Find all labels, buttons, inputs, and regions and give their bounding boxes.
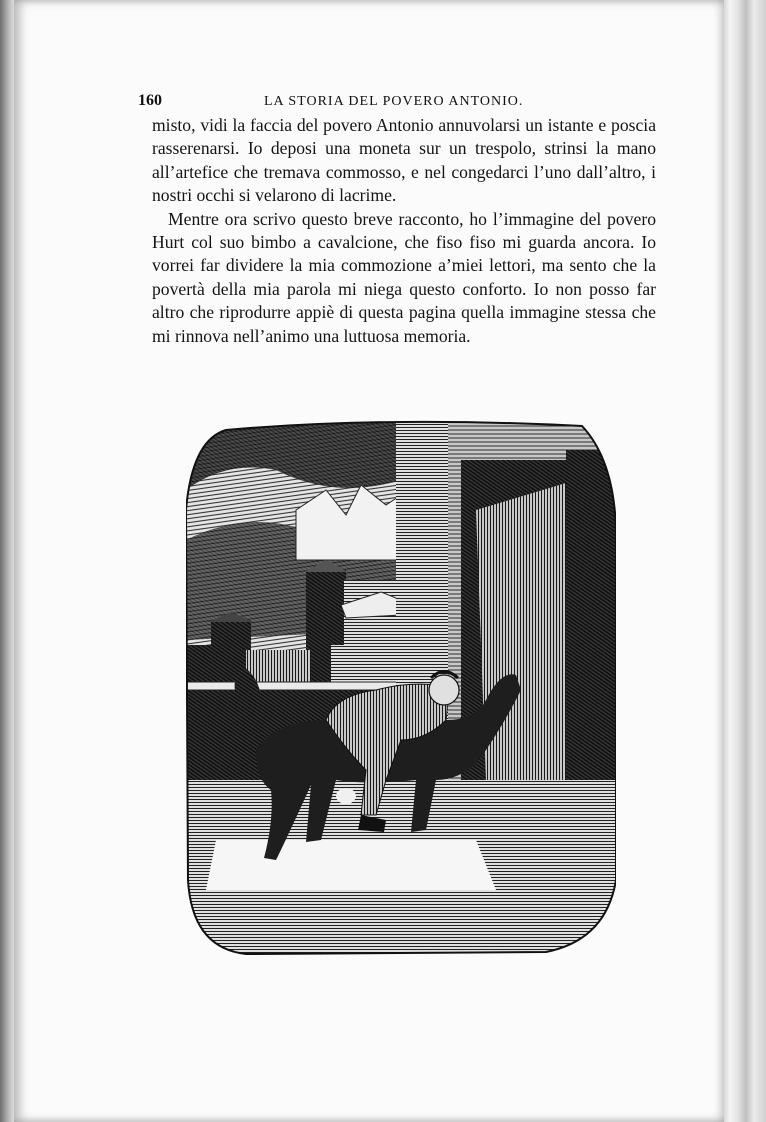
paragraph-continued: misto, vidi la faccia del povero Antonio annuvolarsi un istante e poscia rasserenarsi. Io deposi una moneta sur un trespolo, strinsi la mano all’artefice che tremava commosso, e nel congedarci l’uno dall’altro, i nostri occhi si velarono di lacrime. [152, 115, 656, 206]
page-number: 160 [138, 92, 162, 109]
engraving-boy-on-dog-at-doorway-icon [186, 420, 616, 955]
page-gutter-shadow [0, 0, 14, 1122]
page-edge-stack [724, 0, 766, 1122]
running-title: LA STORIA DEL POVERO ANTONIO. [264, 94, 524, 109]
paragraph: Mentre ora scrivo questo breve racconto, ho l’immagine del povero Hurt col suo bimbo a cavalcione, che fiso fiso mi guarda ancora. Io vorrei far dividere la mia commozione a’miei lettori, ma sento che la povertà della mia parola mi niega questo conforto. Io non posso far altro che riprodurre appiè di questa pagina quella immagine stessa che mi rinnova nell’animo una luttuosa memoria. [152, 208, 656, 346]
engraving-illustration [186, 420, 616, 955]
running-header [138, 92, 666, 114]
body-text [152, 114, 656, 348]
